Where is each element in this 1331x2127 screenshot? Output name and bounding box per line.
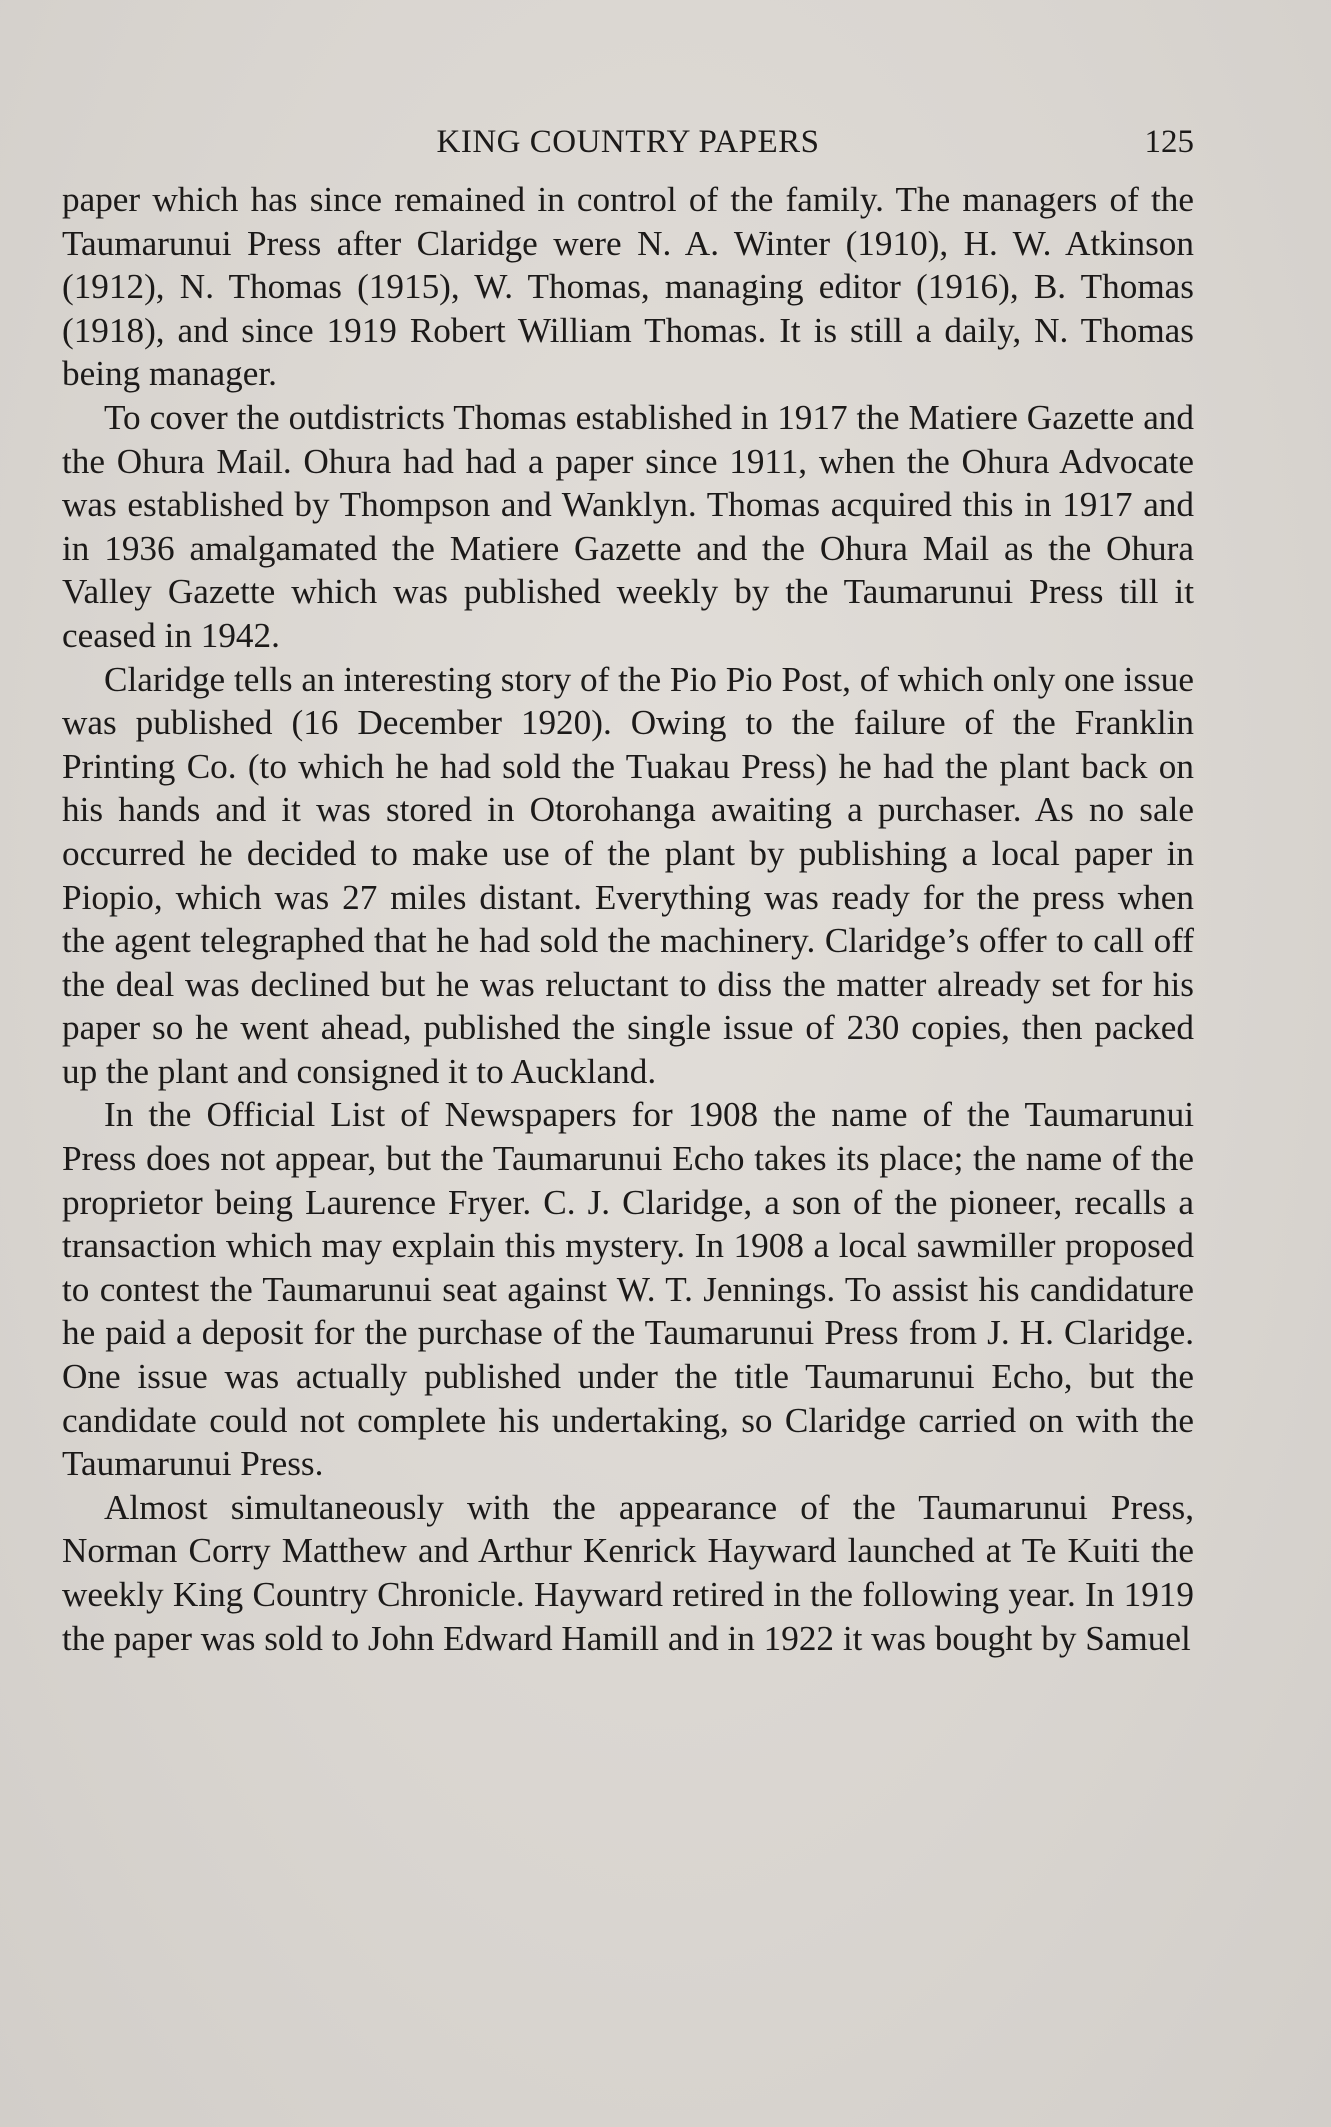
paragraph: Almost simultaneously with the appearance of the Taumarunui Press, Norman Corry Matthew and Arthur Kenrick Hayward launched at Te Kuiti the weekly King Country Chronicle. Hayward retired in the following year. In 1919 the paper was sold to John Edward Hamill and in 1922 it was bought by Samuel xyxy=(62,1487,1194,1658)
running-title: KING COUNTRY PAPERS xyxy=(436,124,820,160)
paragraph: Claridge tells an interesting story of the Pio Pio Post, of which only one issue was published (16 December 1920). Owing to the failure of the Franklin Printing Co. (to which he had sold the Tuakau Press) he had the plant back on his hands and it was stored in Otorohanga awaiting a purchaser. As no sale occurred he decided to make use of the plant by publishing a local paper in Piopio, which was 27 miles distant. Everything was ready for the press when the agent telegraphed that he had sold the machinery. Claridge’s offer to call off the deal was declined but he was reluctant to diss the matter already set for his paper so he went ahead, published the single issue of 230 copies, then packed up the plant and consigned it to Auckland. xyxy=(62,659,1194,1091)
paragraph: To cover the outdistricts Thomas established in 1917 the Matiere Gazette and the Ohura Mail. Ohura had had a paper since 1911, when the Ohura Advocate was established by Thompson and Wanklyn. Thomas acquired this in 1917 and in 1936 amalgamated the Matiere Gazette and the Ohura Mail as the Ohura Valley Gazette which was published weekly by the Taumarunui Press till it ceased in 1942. xyxy=(62,397,1194,655)
body-text xyxy=(62,178,1194,1660)
book-page xyxy=(62,118,1194,1660)
page-number: 125 xyxy=(1144,124,1194,160)
paragraph: paper which has since remained in control of the family. The managers of the Taumarunui Press after Claridge were N. A. Winter (1910), H. W. Atkinson (1912), N. Thomas (1915), W. Thomas, managing editor (1916), B. Thomas (1918), and since 1919 Robert William Thomas. It is still a daily, N. Thomas being manager. xyxy=(62,180,1194,394)
running-header xyxy=(62,118,1194,178)
paragraph: In the Official List of Newspapers for 1908 the name of the Taumarunui Press does not appear, but the Taumarunui Echo takes its place; the name of the proprietor being Laurence Fryer. C. J. Claridge, a son of the pioneer, recalls a transaction which may explain this mystery. In 1908 a local sawmiller proposed to contest the Taumarunui seat against W. T. Jennings. To assist his candidature he paid a deposit for the purchase of the Taumarunui Press from J. H. Claridge. One issue was actually published under the title Taumarunui Echo, but the candidate could not complete his undertaking, so Claridge carried on with the Taumarunui Press. xyxy=(62,1095,1194,1484)
